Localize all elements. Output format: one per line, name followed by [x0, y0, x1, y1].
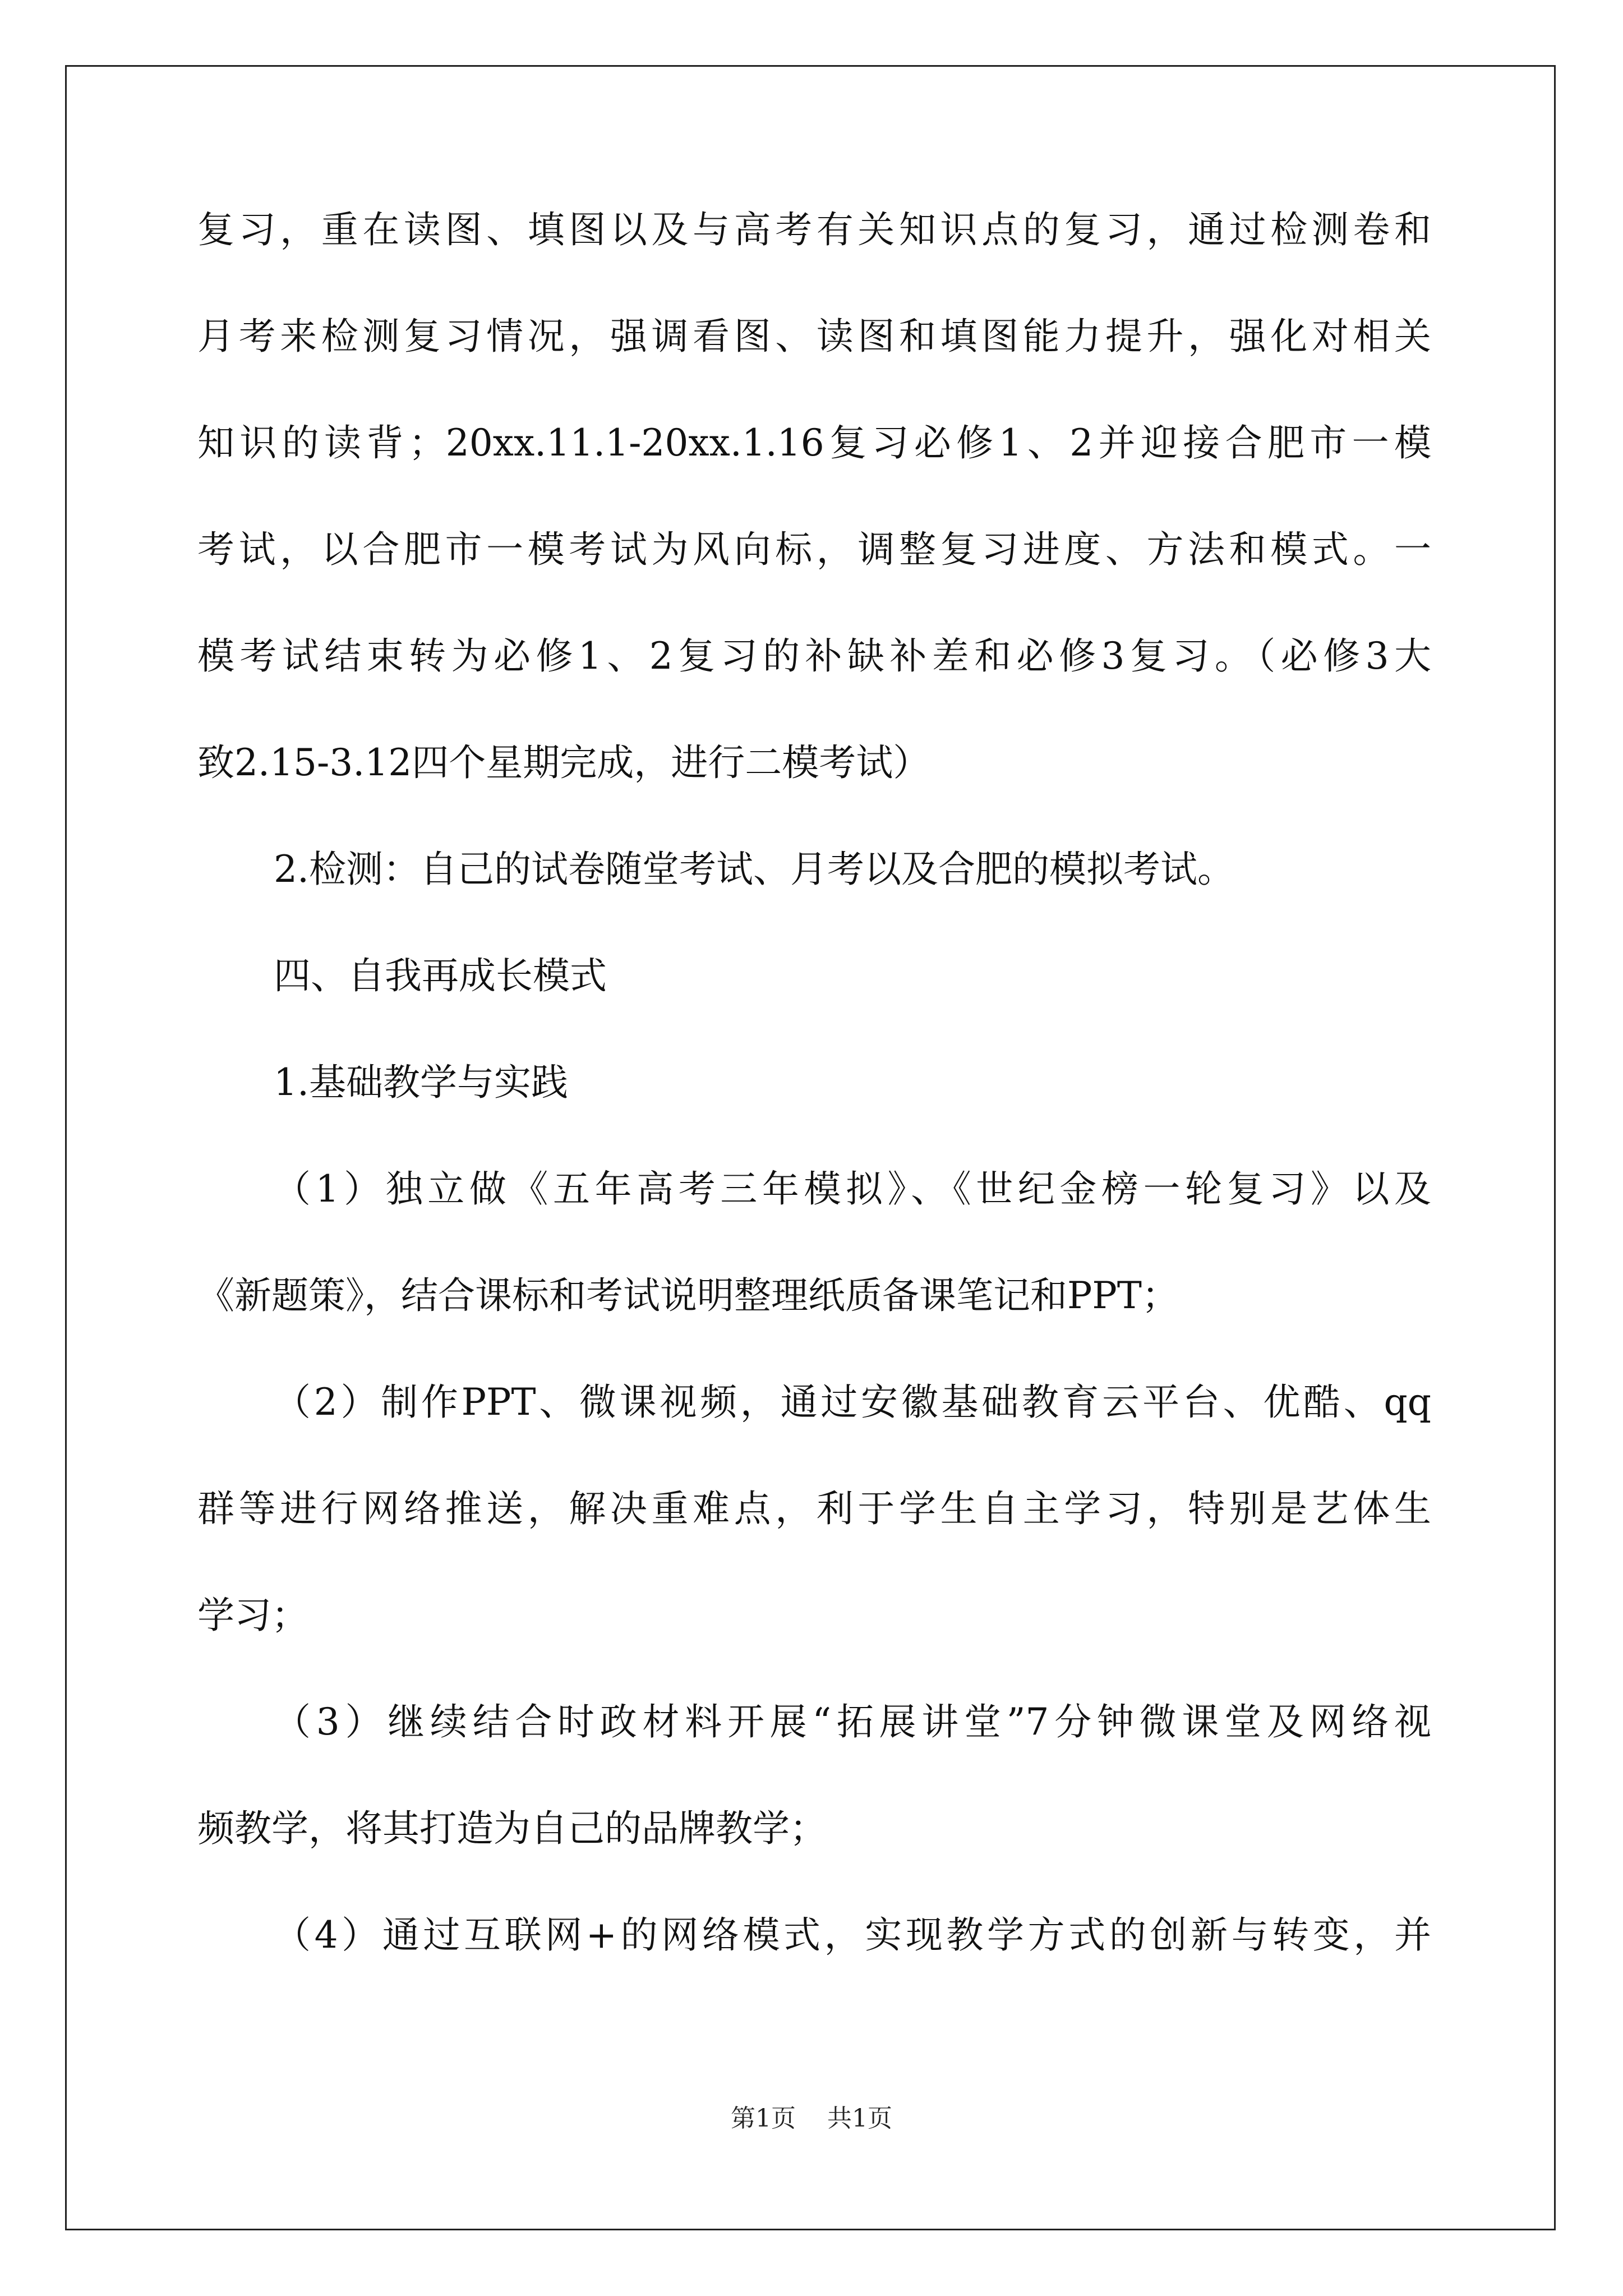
text-line: 《新题策》，结合课标和考试说明整理纸质备课笔记和PPT；	[197, 1274, 1179, 1317]
subsection-heading: 1.基础教学与实践	[274, 1061, 568, 1104]
text-line: 致2.15-3.12四个星期完成，进行二模考试）	[197, 741, 930, 784]
text-line: （3）继续结合时政材料开展“拓展讲堂”7分钟微课堂及网络视	[274, 1700, 1431, 1743]
page-number: 第1页	[731, 2104, 796, 2133]
text-line: （2）制作PPT、微课视频，通过安徽基础教育云平台、优酷、qq	[274, 1381, 1431, 1424]
text-line: 2.检测：自己的试卷随堂考试、月考以及合肥的模拟考试。	[274, 848, 1234, 891]
page-footer	[0, 2104, 1623, 2134]
text-line: 模考试结束转为必修1、2复习的补缺补差和必修3复习。（必修3大	[197, 634, 1431, 678]
text-line: （1）独立做《五年高考三年模拟》、《世纪金榜一轮复习》以及	[274, 1167, 1431, 1211]
page-border	[65, 65, 1556, 2230]
text-line: 考试，以合肥市一模考试为风向标，调整复习进度、方法和模式。一	[197, 528, 1431, 571]
text-line: 复习，重在读图、填图以及与高考有关知识点的复习，通过检测卷和	[197, 208, 1431, 251]
section-heading: 四、自我再成长模式	[274, 954, 607, 997]
text-line: 月考来检测复习情况，强调看图、读图和填图能力提升，强化对相关	[197, 315, 1431, 358]
text-line: 频教学，将其打造为自己的品牌教学；	[197, 1807, 827, 1850]
text-line: 学习；	[197, 1594, 308, 1637]
text-line: 群等进行网络推送，解决重难点，利于学生自主学习，特别是艺体生	[197, 1487, 1431, 1530]
text-line: 知识的读背；20xx.11.1-20xx.1.16复习必修1、2并迎接合肥市一模	[197, 421, 1431, 464]
text-line: （4）通过互联网+的网络模式，实现教学方式的创新与转变，并	[274, 1913, 1431, 1957]
page-total: 共1页	[827, 2104, 892, 2133]
